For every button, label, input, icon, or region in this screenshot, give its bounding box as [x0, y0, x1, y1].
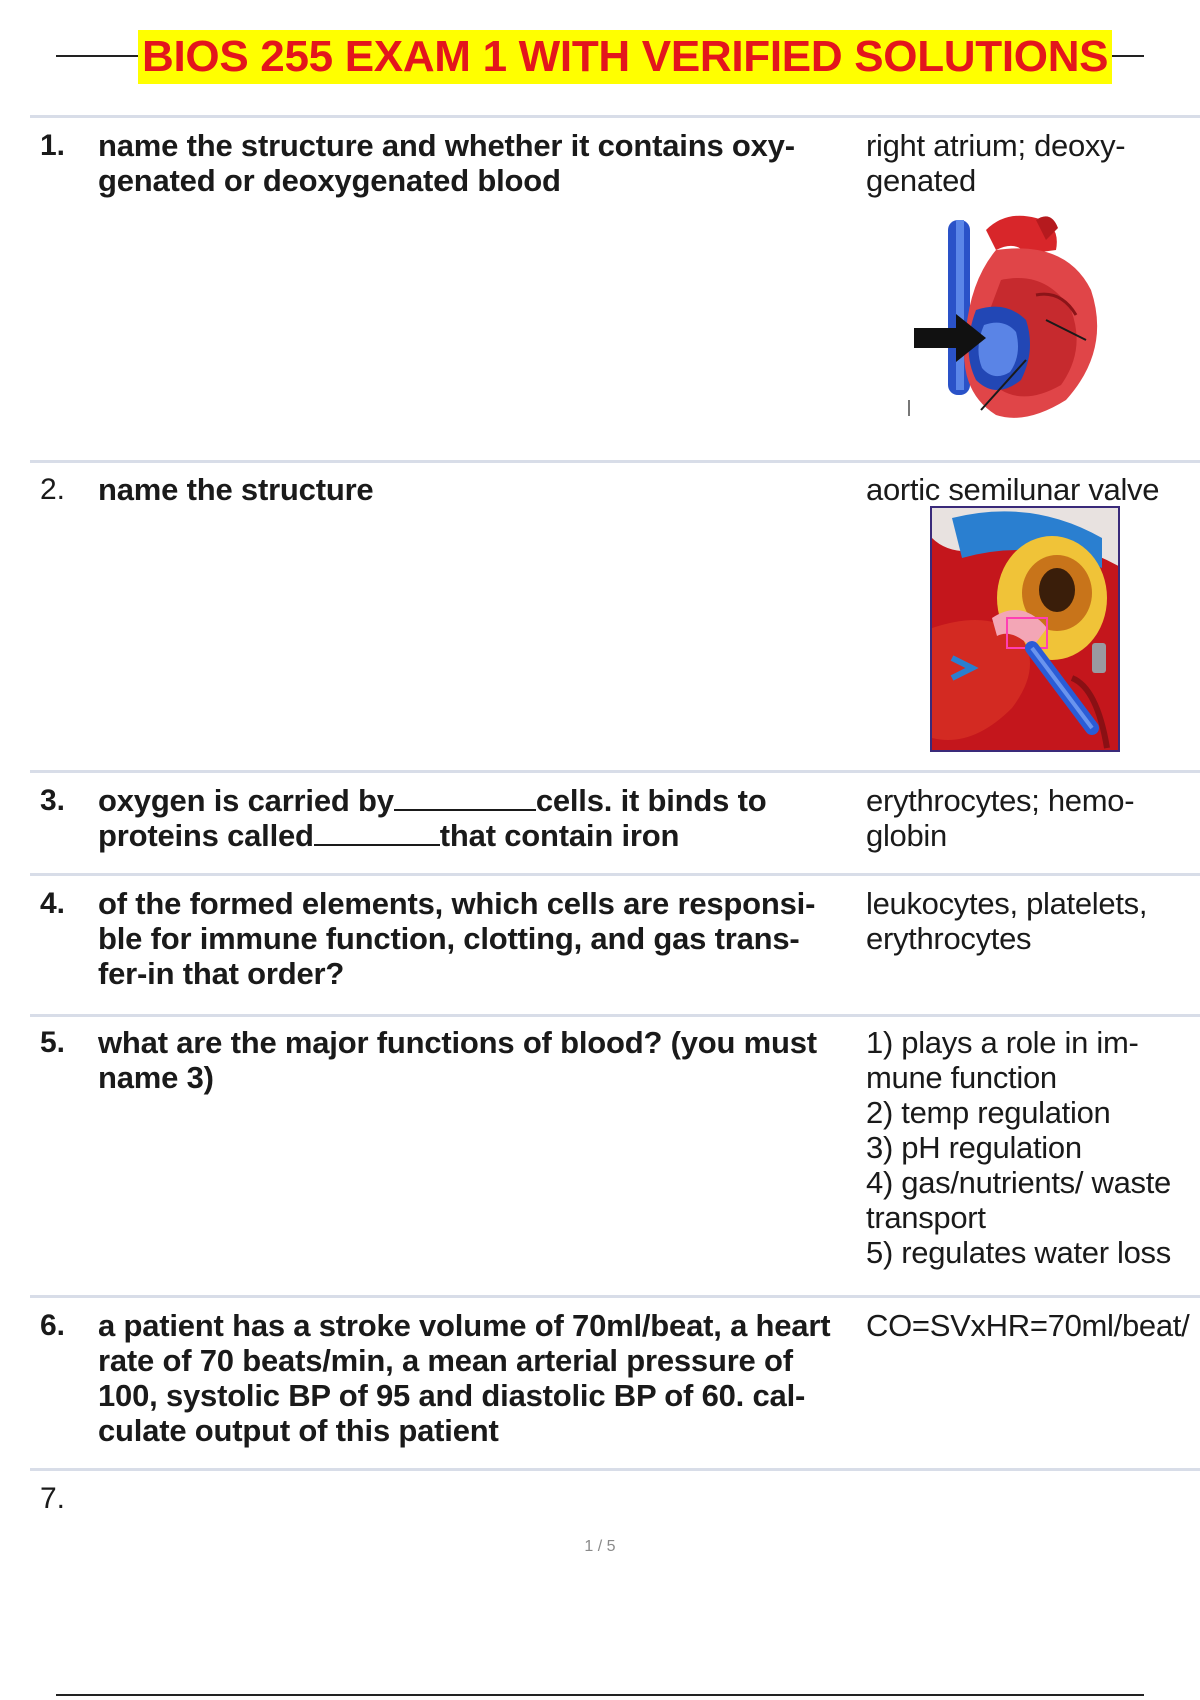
- question-part: proteins called: [98, 818, 314, 853]
- divider: [30, 115, 1200, 118]
- aortic-valve-image: [930, 506, 1120, 752]
- question-text: a patient has a stroke volume of 70ml/beat, a heart rate of 70 beats/min, a mean arterial pressure of 100, systolic BP of 95 and diastolic BP of 60. cal- culate output of this patient: [98, 1308, 831, 1448]
- question-number: 4.: [40, 887, 66, 920]
- question-number: 6.: [40, 1309, 66, 1342]
- divider: [30, 1295, 1200, 1298]
- divider: [30, 1468, 1200, 1471]
- document-title: BIOS 255 EXAM 1 WITH VERIFIED SOLUTIONS: [138, 30, 1112, 84]
- heart-diagram-image: [886, 210, 1126, 430]
- answer-text: CO=SVxHR=70ml/beat/: [866, 1308, 1190, 1343]
- question-part: oxygen is carried by: [98, 783, 394, 818]
- question-number: 7.: [40, 1482, 66, 1515]
- question-part: that contain iron: [439, 818, 680, 853]
- question-text: of the formed elements, which cells are responsi- ble for immune function, clotting, and gas trans- fer-in that order?: [98, 886, 816, 991]
- page-indicator: 1 / 5: [584, 1538, 616, 1555]
- divider: [30, 873, 1200, 876]
- title-area: [56, 30, 1144, 90]
- answer-text: right atrium; deoxy- genated: [866, 128, 1126, 198]
- answer-text: aortic semilunar valve: [866, 472, 1160, 507]
- answer-text: erythrocytes; hemo- globin: [866, 783, 1135, 853]
- divider: [30, 770, 1200, 773]
- divider: [30, 460, 1200, 463]
- question-number: 5.: [40, 1026, 66, 1059]
- fill-in-blank: [394, 807, 536, 811]
- question-text: [98, 783, 888, 853]
- question-text: name the structure and whether it contains oxy- genated or deoxygenated blood: [98, 128, 795, 198]
- question-text: what are the major functions of blood? (you must name 3): [98, 1025, 817, 1095]
- question-number: 1.: [40, 129, 66, 162]
- answer-text: 1) plays a role in im- mune function 2) temp regulation 3) pH regulation 4) gas/nutrients/ waste transport 5) regulates water loss: [866, 1025, 1171, 1270]
- answer-text: leukocytes, platelets, erythrocytes: [866, 886, 1148, 956]
- question-text: name the structure: [98, 472, 374, 507]
- bottom-rule: [56, 1694, 1144, 1696]
- question-number: 2.: [40, 473, 66, 506]
- question-number: 3.: [40, 784, 66, 817]
- question-part: cells. it binds to: [535, 783, 767, 818]
- divider: [30, 1014, 1200, 1017]
- fill-in-blank: [314, 842, 440, 846]
